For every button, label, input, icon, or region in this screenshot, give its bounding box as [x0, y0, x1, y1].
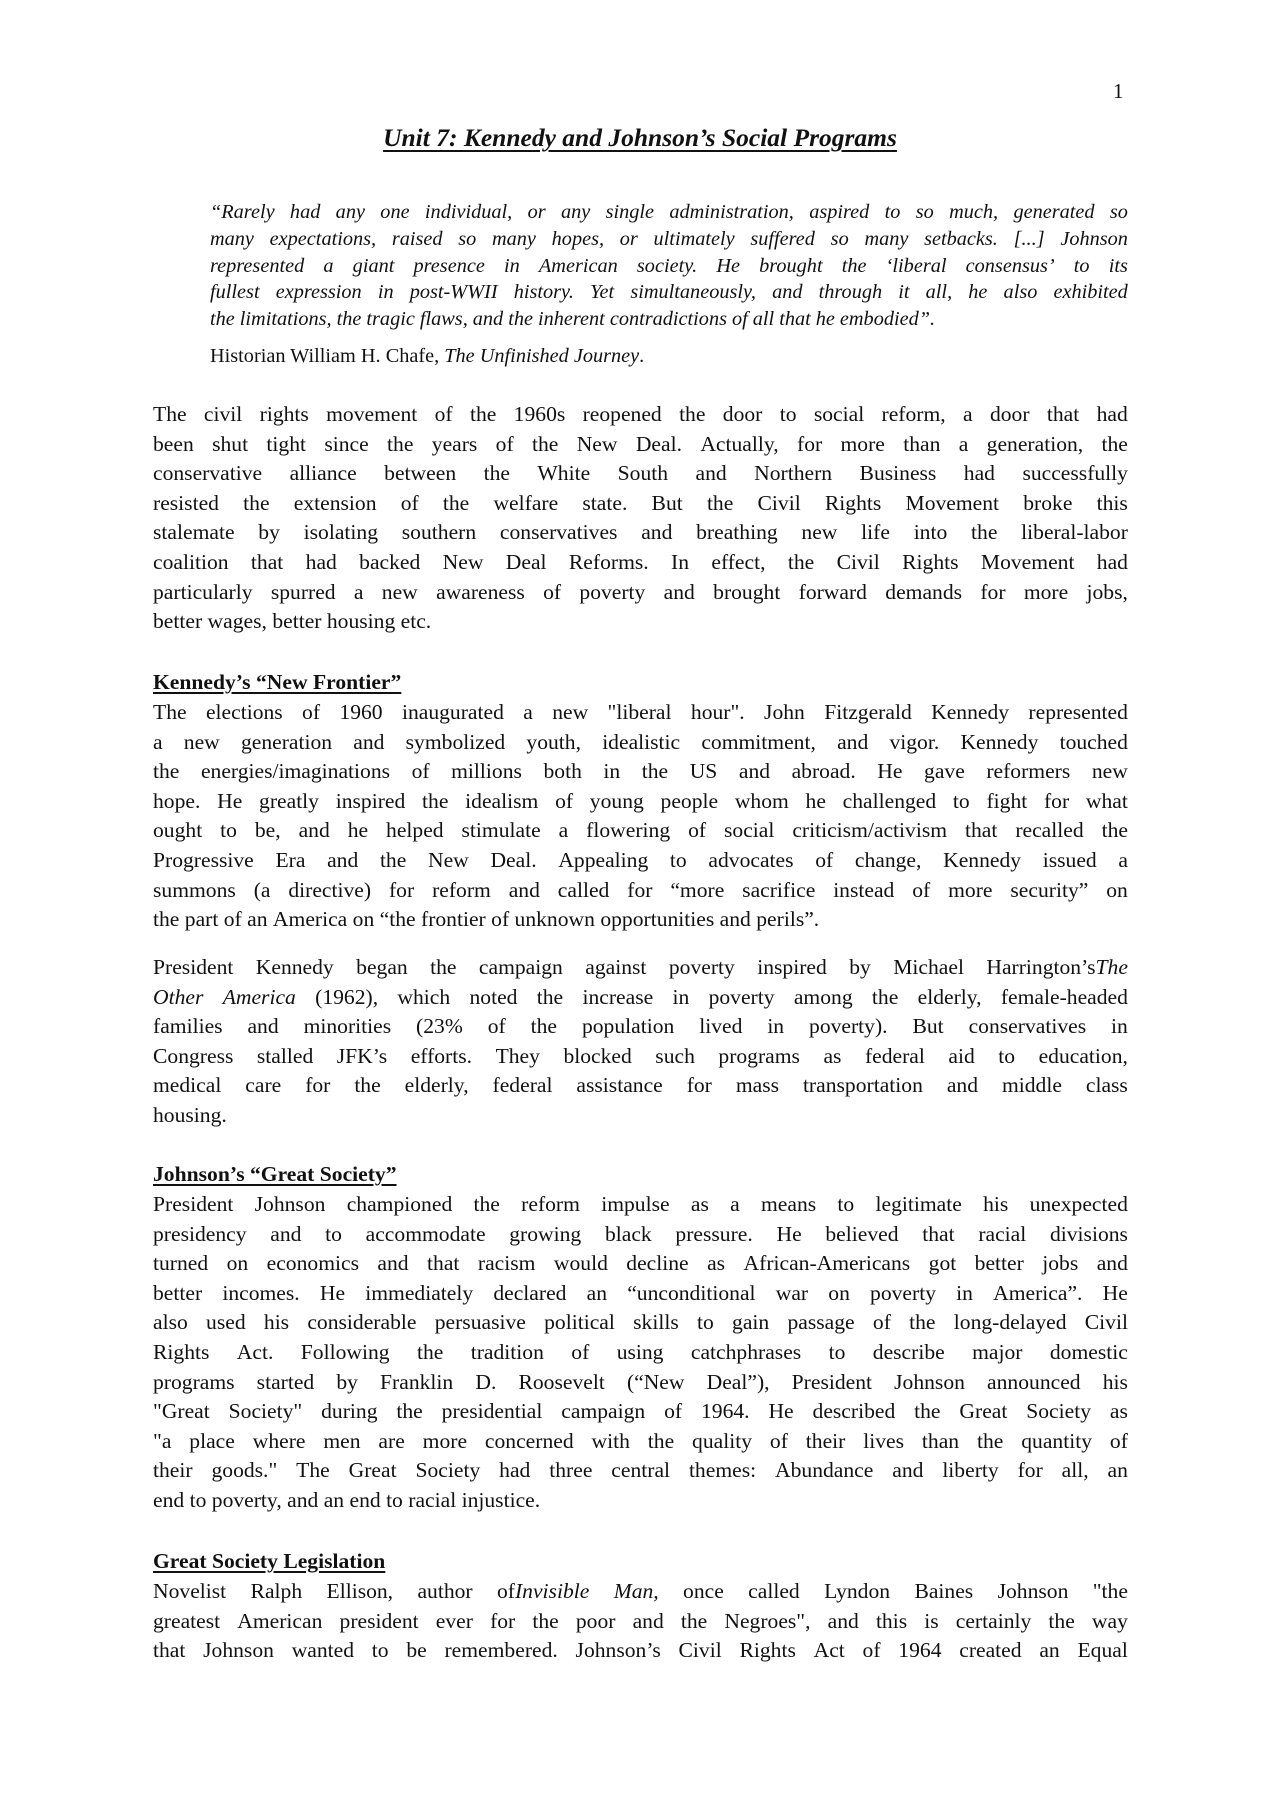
attribution-end: . — [639, 345, 645, 367]
text-line: also used his considerable persuasive political skills to gain passage of the long-delayed Civil — [153, 1310, 1128, 1335]
text-line: the energies/imaginations of millions both in the US and abroad. He gave reformers new — [153, 759, 1128, 784]
book-title-invisible-man: Man, — [613, 1579, 659, 1603]
text-line: "Great Society" during the presidential campaign of 1964. He described the Great Society as — [153, 1399, 1128, 1424]
text-line: coalition that had backed New Deal Reforms. In effect, the Civil Rights Movement had — [153, 549, 1128, 574]
text-line: hope. He greatly inspired the idealism of young people whom he challenged to fight for what — [153, 788, 1128, 813]
text-line: resisted the extension of the welfare state. But the Civil Rights Movement broke this — [153, 490, 1128, 515]
text-line: been shut tight since the years of the New Deal. Actually, for more than a generation, the — [153, 431, 1128, 456]
text-line: greatest American president ever for the poor and the Negroes", and this is certainly the way — [153, 1608, 1128, 1633]
text-line: better incomes. He immediately declared an “unconditional war on poverty in America”. He — [153, 1280, 1128, 1305]
book-title-the-other-america: Other — [153, 984, 204, 1009]
quote-line: “Rarely had any one individual, or any single administration, aspired to so much, generated so — [210, 201, 1128, 223]
text-line: President Johnson championed the reform impulse as a means to legitimate his unexpected — [153, 1192, 1128, 1216]
text-line: medical care for the elderly, federal assistance for mass transportation and middle class — [153, 1073, 1128, 1098]
attribution-work-title: The Unfinished Journey — [444, 345, 640, 367]
text-line: families and minorities (23% of the population lived in poverty). But conservatives in — [153, 1014, 1128, 1039]
quote-line: fullest expression in post-WWII history. Yet simultaneously, and through it all, he also exhibited — [210, 281, 1128, 304]
text-line: end to poverty, and an end to racial injustice. — [153, 1487, 541, 1512]
new-frontier-paragraph-2 — [153, 953, 1128, 1131]
section-heading-new-frontier: Kennedy’s “New Frontier” — [153, 670, 402, 694]
text-line: Novelist Ralph Ellison, author ofInvisible Man, once called Lyndon Baines Johnson "the — [153, 1579, 1128, 1603]
intro-paragraph — [153, 400, 1128, 637]
quote-line: many expectations, raised so many hopes, or ultimately suffered so many setbacks. [...] Johnson — [210, 227, 1128, 250]
text-line: their goods." The Great Society had three central themes: Abundance and liberty for all, an — [153, 1458, 1128, 1483]
text-line: programs started by Franklin D. Roosevelt (“New Deal”), President Johnson announced his — [153, 1369, 1128, 1394]
text-line: President Kennedy began the campaign against poverty inspired by Michael Harrington’sThe — [153, 955, 1128, 979]
book-title-the-other-america: America — [222, 984, 296, 1009]
book-title-the-other-america: The — [1095, 955, 1128, 979]
text-line: ought to be, and he helped stimulate a flowering of social criticism/activism that recalled the — [153, 818, 1128, 843]
text-line: Progressive Era and the New Deal. Appealing to advocates of change, Kennedy issued a — [153, 847, 1128, 872]
text-line: the part of an America on “the frontier of unknown opportunities and perils”. — [153, 907, 820, 932]
quote-line: the limitations, the tragic flaws, and the inherent contradictions of all that he embodied”. — [210, 308, 936, 331]
text-line: The elections of 1960 inaugurated a new "liberal hour". John Fitzgerald Kennedy represented — [153, 700, 1128, 724]
page-number: 1 — [1113, 79, 1124, 103]
text-line: housing. — [153, 1102, 227, 1127]
attribution-author: Historian William H. Chafe, — [210, 345, 445, 367]
section-heading-great-society: Johnson’s “Great Society” — [153, 1162, 397, 1186]
text-line: conservative alliance between the White South and Northern Business had successfully — [153, 461, 1128, 486]
text-line: Other America (1962), which noted the increase in poverty among the elderly, female-headed — [153, 984, 1128, 1009]
epigraph-attribution — [210, 343, 644, 370]
page-title: Unit 7: Kennedy and Johnson’s Social Programs — [383, 123, 897, 152]
text-line: turned on economics and that racism would decline as African-Americans got better jobs and — [153, 1251, 1128, 1276]
text-line: stalemate by isolating southern conservatives and breathing new life into the liberal-labor — [153, 520, 1128, 545]
text-line: Rights Act. Following the tradition of using catchphrases to describe major domestic — [153, 1339, 1128, 1364]
text-line: "a place where men are more concerned with the quality of their lives than the quantity of — [153, 1428, 1128, 1453]
great-society-paragraph — [153, 1190, 1128, 1516]
epigraph-quote — [210, 199, 1128, 333]
text-line: better wages, better housing etc. — [153, 609, 432, 634]
section-heading-legislation: Great Society Legislation — [153, 1549, 386, 1573]
legislation-paragraph — [153, 1577, 1128, 1666]
quote-line: represented a giant presence in American society. He brought the ‘liberal consensus’ to its — [210, 254, 1128, 277]
text-line: Congress stalled JFK’s efforts. They blocked such programs as federal aid to education, — [153, 1043, 1128, 1068]
text-line: summons (a directive) for reform and called for “more sacrifice instead of more security” on — [153, 877, 1128, 902]
book-title-invisible-man: Invisible — [514, 1579, 590, 1603]
text-line: presidency and to accommodate growing black pressure. He believed that racial divisions — [153, 1221, 1128, 1246]
text-line: The civil rights movement of the 1960s reopened the door to social reform, a door that had — [153, 402, 1128, 426]
text-line: particularly spurred a new awareness of poverty and brought forward demands for more jobs, — [153, 579, 1128, 604]
text-line: a new generation and symbolized youth, idealistic commitment, and vigor. Kennedy touched — [153, 729, 1128, 754]
text-line: that Johnson wanted to be remembered. Johnson’s Civil Rights Act of 1964 created an Equal — [153, 1638, 1128, 1663]
new-frontier-paragraph-1 — [153, 698, 1128, 935]
